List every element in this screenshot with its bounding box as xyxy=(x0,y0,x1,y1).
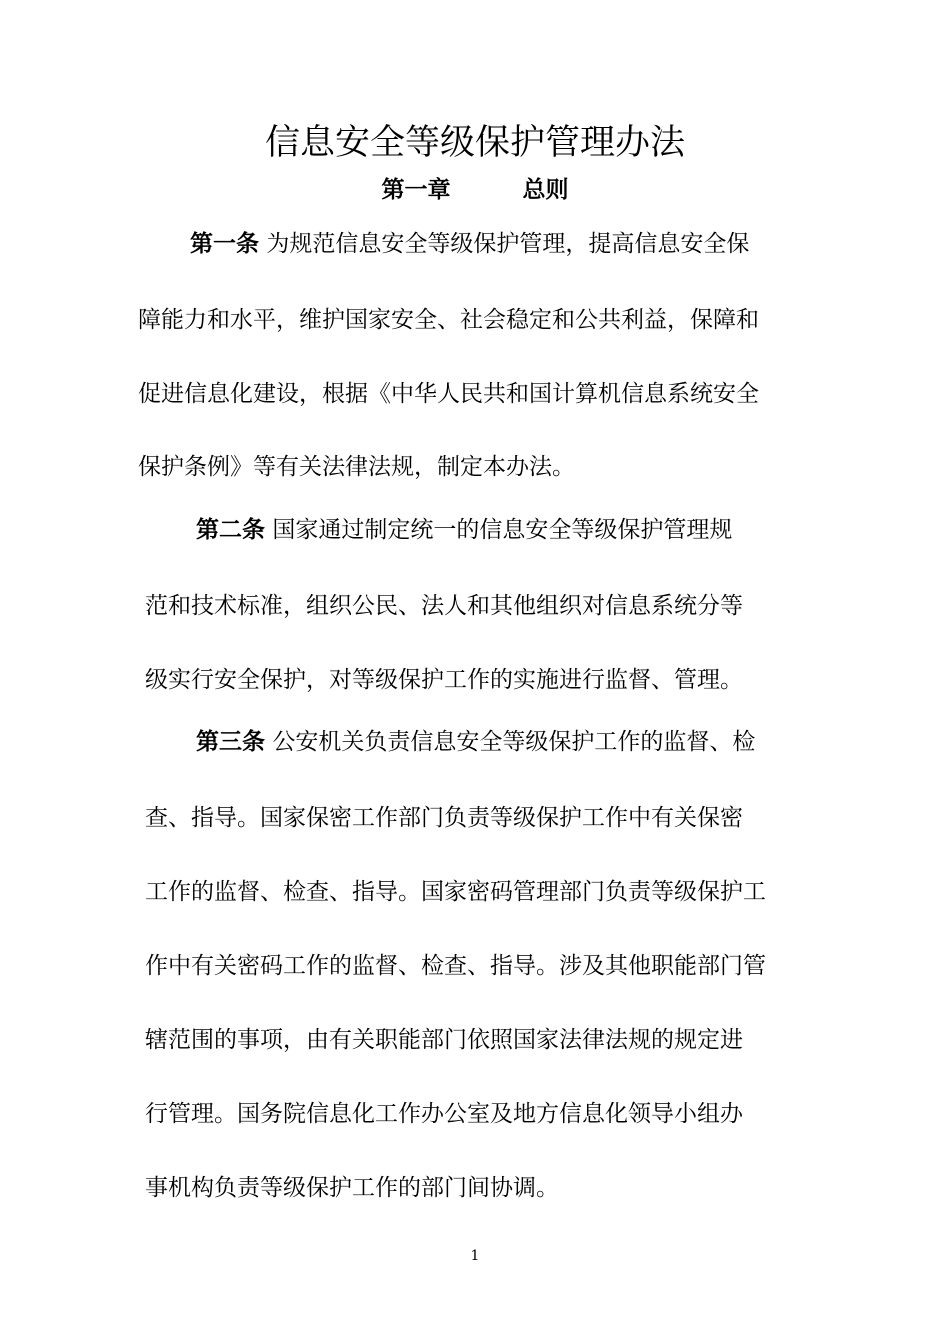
article-2-line-1: 国家通过制定统一的信息安全等级保护管理规 xyxy=(272,517,733,543)
article-3-label: 第三条 xyxy=(196,729,265,755)
article-1-line-4: 保护条例》等有关法律法规，制定本办法。 xyxy=(138,454,575,480)
article-3-line-3: 工作的监督、检查、指导。国家密码管理部门负责等级保护工 xyxy=(145,879,766,905)
article-3-line-1: 公安机关负责信息安全等级保护工作的监督、检 xyxy=(272,729,756,755)
article-2-first-line xyxy=(196,510,810,550)
article-1-label: 第一条 xyxy=(190,231,259,257)
chapter-number: 第一章 xyxy=(381,177,451,203)
article-1-first-line xyxy=(190,224,810,264)
article-1-line-3: 促进信息化建设，根据《中华人民共和国计算机信息系统安全 xyxy=(138,381,759,407)
article-1-line-1: 为规范信息安全等级保护管理，提高信息安全保 xyxy=(266,231,750,257)
page-number: 1 xyxy=(470,1248,480,1264)
chapter-heading xyxy=(0,170,950,210)
article-3-line-2: 查、指导。国家保密工作部门负责等级保护工作中有关保密 xyxy=(145,805,743,831)
chapter-name: 总则 xyxy=(522,177,569,203)
article-3-line-6: 行管理。国务院信息化工作办公室及地方信息化领导小组办 xyxy=(145,1101,743,1127)
article-3-line-4: 作中有关密码工作的监督、检查、指导。涉及其他职能部门管 xyxy=(145,953,766,979)
article-2-line-3: 级实行安全保护，对等级保护工作的实施进行监督、管理。 xyxy=(145,667,743,693)
article-2-label: 第二条 xyxy=(196,517,265,543)
article-3-first-line xyxy=(196,722,810,762)
article-3-line-7: 事机构负责等级保护工作的部门间协调。 xyxy=(145,1175,559,1201)
article-3-line-5: 辖范围的事项，由有关职能部门依照国家法律法规的规定进 xyxy=(145,1027,743,1053)
article-1-line-2: 障能力和水平，维护国家安全、社会稳定和公共利益，保障和 xyxy=(138,307,759,333)
article-2-line-2: 范和技术标准，组织公民、法人和其他组织对信息系统分等 xyxy=(145,593,743,619)
document-title: 信息安全等级保护管理办法 xyxy=(264,123,685,163)
